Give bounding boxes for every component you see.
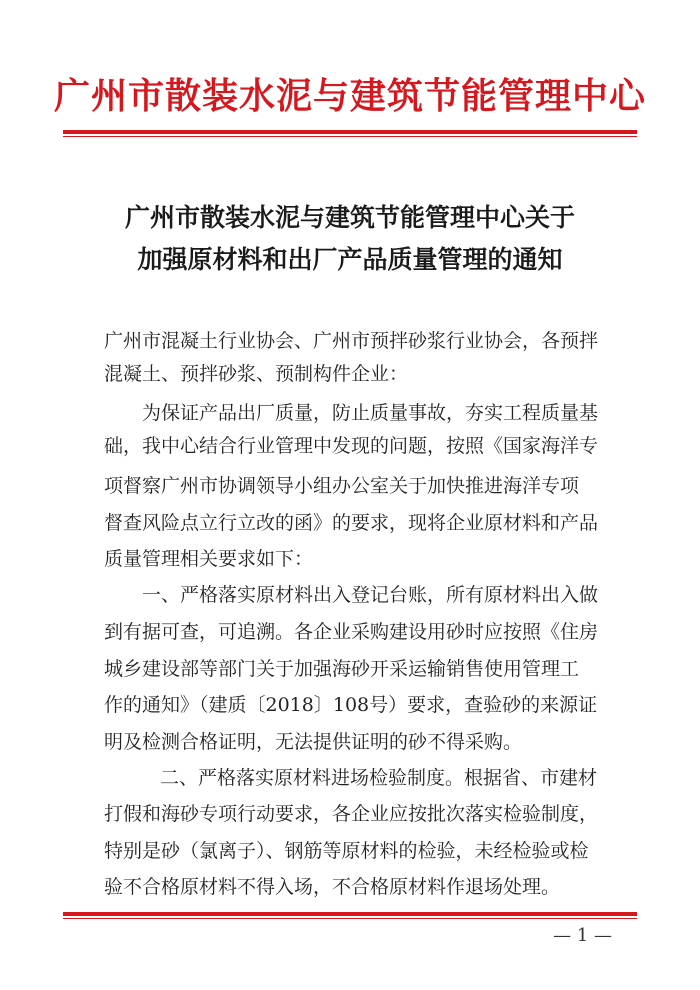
body-line: 项督察广州市协调领导小组办公室关于加快推进海洋专项 bbox=[104, 475, 580, 497]
body-line: 作的通知》（建质〔2018〕108号）要求，查验砂的来源证 bbox=[104, 694, 598, 716]
body-line: 质量管理相关要求如下： bbox=[104, 548, 314, 570]
body-line: 明及检测合格证明，无法提供证明的砂不得采购。 bbox=[104, 731, 523, 753]
body-line: 特别是砂（氯离子）、钢筋等原材料的检验，未经检验或检 bbox=[104, 840, 589, 862]
footer-rule-thick bbox=[63, 912, 637, 916]
body-line: 验不合格原材料不得入场，不合格原材料作退场处理。 bbox=[104, 876, 561, 898]
body-line: 础，我中心结合行业管理中发现的问题，按照《国家海洋专 bbox=[104, 435, 599, 457]
body-line: 到有据可查，可追溯。各企业采购建设用砂时应按照《住房 bbox=[104, 621, 599, 643]
body-line: 一、严格落实原材料出入登记台账，所有原材料出入做 bbox=[142, 584, 599, 606]
body-line: 督查风险点立行立改的函》的要求，现将企业原材料和产品 bbox=[104, 512, 599, 534]
document-title-line-2: 加强原材料和出厂产品质量管理的通知 bbox=[137, 245, 563, 274]
organization-header: 广州市散装水泥与建筑节能管理中心 bbox=[53, 75, 646, 117]
document-title-line-1: 广州市散装水泥与建筑节能管理中心关于 bbox=[124, 203, 575, 232]
body-line: 混凝土、预拌砂浆、预制构件企业： bbox=[104, 363, 409, 385]
header-rule-thick bbox=[63, 130, 637, 134]
page-number: — 1 — bbox=[553, 925, 612, 946]
body-line: 打假和海砂专项行动要求，各企业应按批次落实检验制度， bbox=[104, 803, 599, 825]
body-line: 为保证产品出厂质量，防止质量事故，夯实工程质量基 bbox=[142, 402, 599, 424]
body-line: 城乡建设部等部门关于加强海砂开采运输销售使用管理工 bbox=[104, 658, 580, 680]
body-line: 广州市混凝土行业协会、广州市预拌砂浆行业协会，各预拌 bbox=[104, 330, 599, 352]
header-rule-thin bbox=[63, 136, 637, 137]
body-line: 二、严格落实原材料进场检验制度。根据省、市建材 bbox=[160, 767, 598, 789]
footer-rule-thin bbox=[63, 918, 637, 919]
